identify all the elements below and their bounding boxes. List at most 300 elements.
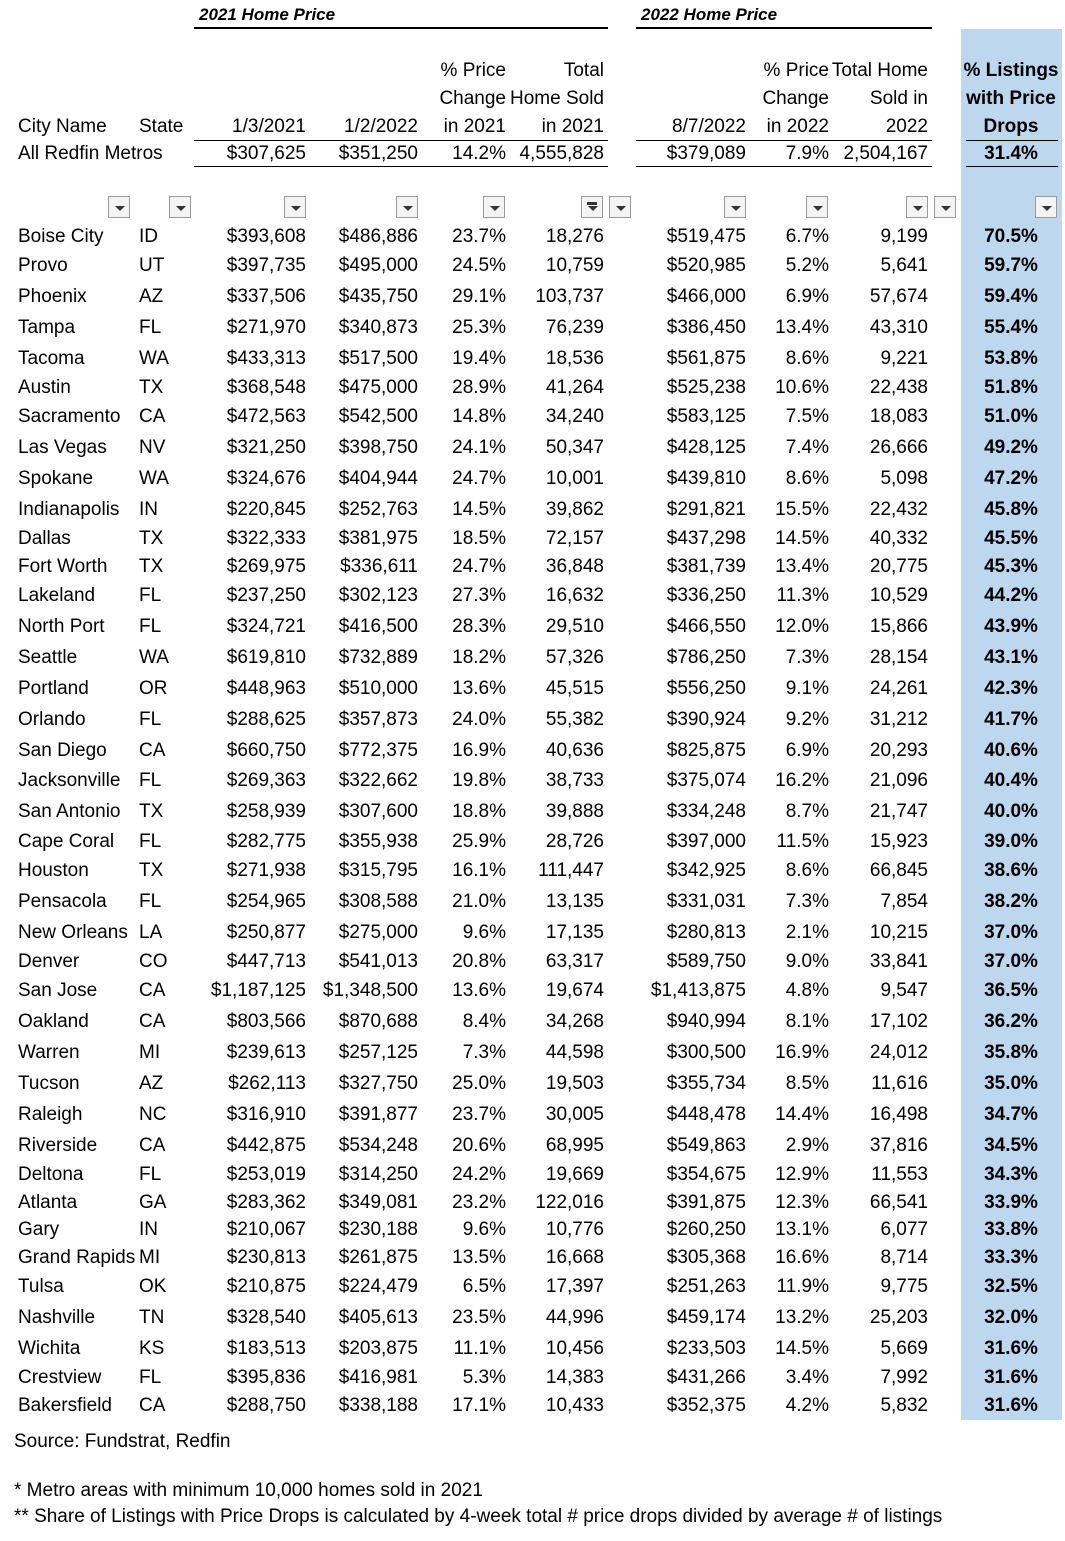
cell-sold22: 5,832 (880, 1395, 928, 1416)
cell-chg22: 10.6% (775, 377, 829, 398)
cell-d2: $517,500 (338, 348, 418, 369)
header-chg21: Change (439, 88, 506, 109)
group-header-2022: 2022 Home Price (641, 5, 778, 24)
cell-d2: $275,000 (338, 922, 418, 943)
summary-sold22: 2,504,167 (843, 143, 928, 164)
cell-sold21: 44,996 (545, 1307, 604, 1328)
cell-d2: $475,000 (338, 377, 418, 398)
cell-sold21: 14,383 (545, 1367, 604, 1388)
cell-city: Boise City (18, 226, 104, 247)
cell-d2: $261,875 (338, 1247, 418, 1268)
cell-chg22: 4.2% (785, 1395, 829, 1416)
cell-chg21: 14.8% (452, 406, 506, 427)
footnote-min-homes: * Metro areas with minimum 10,000 homes sold in 2021 (14, 1480, 483, 1501)
cell-city: Bakersfield (18, 1395, 112, 1416)
cell-d1: $472,563 (226, 406, 306, 427)
cell-d1: $288,625 (226, 709, 306, 730)
cell-city: Portland (18, 678, 89, 699)
cell-chg22: 12.3% (775, 1192, 829, 1213)
cell-chg21: 23.7% (452, 1104, 506, 1125)
cell-d3: $260,250 (666, 1219, 746, 1240)
cell-d3: $300,500 (666, 1042, 746, 1063)
cell-d3: $561,875 (666, 348, 746, 369)
cell-chg22: 2.9% (785, 1135, 829, 1156)
cell-d1: $397,735 (226, 255, 306, 276)
cell-chg22: 7.5% (785, 406, 829, 427)
header-underline-1 (636, 140, 932, 141)
cell-city: Crestview (18, 1367, 102, 1388)
cell-chg22: 4.8% (785, 980, 829, 1001)
cell-sold22: 20,775 (869, 556, 928, 577)
cell-d1: $183,513 (226, 1338, 306, 1359)
cell-sold21: 68,995 (545, 1135, 604, 1156)
cell-chg21: 20.8% (452, 951, 506, 972)
cell-d2: $435,750 (338, 286, 418, 307)
cell-d2: $870,688 (338, 1011, 418, 1032)
cell-d1: $619,810 (226, 647, 306, 668)
cell-d3: $291,821 (666, 499, 746, 520)
cell-city: Pensacola (18, 891, 107, 912)
cell-city: Tampa (18, 317, 76, 338)
cell-chg22: 16.2% (775, 770, 829, 791)
cell-chg21: 5.3% (462, 1367, 506, 1388)
cell-sold21: 34,268 (545, 1011, 604, 1032)
cell-sold22: 31,212 (869, 709, 928, 730)
cell-chg21: 25.0% (452, 1073, 506, 1094)
cell-drops: 31.6% (984, 1367, 1038, 1388)
cell-drops: 53.8% (984, 348, 1038, 369)
header-chg21: in 2021 (443, 116, 506, 137)
cell-city: Provo (18, 255, 68, 276)
cell-city: Atlanta (18, 1192, 78, 1213)
cell-sold21: 55,382 (545, 709, 604, 730)
cell-sold21: 36,848 (545, 556, 604, 577)
cell-d2: $486,886 (338, 226, 418, 247)
cell-d1: $271,970 (226, 317, 306, 338)
filter-drops-dropdown-icon[interactable] (1035, 196, 1057, 218)
summary-drops: 31.4% (984, 143, 1038, 164)
cell-drops: 31.6% (984, 1395, 1038, 1416)
cell-drops: 59.4% (984, 286, 1038, 307)
cell-chg22: 7.3% (785, 647, 829, 668)
cell-sold21: 10,759 (545, 255, 604, 276)
cell-sold21: 16,668 (545, 1247, 604, 1268)
header-d2: 1/2/2022 (344, 116, 418, 137)
cell-drops: 59.7% (984, 255, 1038, 276)
cell-city: Gary (18, 1219, 60, 1240)
cell-sold21: 18,276 (545, 226, 604, 247)
cell-d2: $224,479 (338, 1276, 418, 1297)
cell-d3: $233,503 (666, 1338, 746, 1359)
cell-d1: $253,019 (226, 1164, 306, 1185)
cell-city: Warren (18, 1042, 80, 1063)
cell-d2: $732,889 (338, 647, 418, 668)
filter-sold22-dropdown-icon[interactable] (934, 196, 956, 218)
cell-state: KS (139, 1338, 165, 1359)
cell-chg22: 14.5% (775, 528, 829, 549)
cell-chg21: 23.2% (452, 1192, 506, 1213)
cell-state: WA (139, 348, 169, 369)
cell-state: MI (139, 1042, 161, 1063)
cell-sold22: 24,261 (869, 678, 928, 699)
filter-sold21-active-dropdown-icon[interactable] (581, 196, 603, 218)
cell-state: TX (139, 528, 164, 549)
cell-drops: 34.5% (984, 1135, 1038, 1156)
cell-d1: $324,676 (226, 468, 306, 489)
header-d3: 8/7/2022 (672, 116, 746, 137)
cell-drops: 51.8% (984, 377, 1038, 398)
filter-sold22-sort-dropdown-icon[interactable] (906, 196, 928, 218)
cell-drops: 51.0% (984, 406, 1038, 427)
cell-sold21: 44,598 (545, 1042, 604, 1063)
cell-city: Phoenix (18, 286, 87, 307)
cell-chg22: 9.0% (785, 951, 829, 972)
cell-sold21: 39,862 (545, 499, 604, 520)
cell-drops: 33.3% (984, 1247, 1038, 1268)
cell-state: IN (139, 499, 158, 520)
cell-state: TX (139, 377, 164, 398)
cell-chg21: 18.8% (452, 801, 506, 822)
cell-state: FL (139, 709, 162, 730)
cell-sold22: 5,098 (880, 468, 928, 489)
cell-d1: $283,362 (226, 1192, 306, 1213)
cell-sold22: 11,553 (871, 1164, 928, 1185)
cell-d2: $357,873 (338, 709, 418, 730)
header-sold22: Sold in (869, 88, 928, 109)
cell-d1: $328,540 (226, 1307, 306, 1328)
cell-drops: 43.1% (984, 647, 1038, 668)
cell-d3: $589,750 (666, 951, 746, 972)
cell-city: Tulsa (18, 1276, 64, 1297)
cell-state: CA (139, 740, 166, 761)
cell-d1: $271,938 (226, 860, 306, 881)
cell-drops: 35.0% (984, 1073, 1038, 1094)
cell-sold22: 10,529 (869, 585, 928, 606)
summary-city: All Redfin Metros (18, 143, 163, 164)
cell-sold22: 37,816 (869, 1135, 928, 1156)
cell-drops: 37.0% (984, 951, 1038, 972)
cell-sold21: 10,001 (545, 468, 604, 489)
header-d1: 1/3/2021 (232, 116, 306, 137)
cell-city: Fort Worth (18, 556, 108, 577)
cell-city: Las Vegas (18, 437, 107, 458)
cell-state: TN (139, 1307, 165, 1328)
cell-city: Sacramento (18, 406, 121, 427)
cell-drops: 31.6% (984, 1338, 1038, 1359)
summary-d3: $379,089 (666, 143, 746, 164)
cell-d2: $510,000 (338, 678, 418, 699)
cell-city: San Diego (18, 740, 107, 761)
cell-drops: 55.4% (984, 317, 1038, 338)
cell-chg21: 11.1% (453, 1338, 506, 1359)
cell-drops: 32.5% (984, 1276, 1038, 1297)
cell-chg22: 16.6% (775, 1247, 829, 1268)
cell-d1: $660,750 (226, 740, 306, 761)
cell-d3: $428,125 (666, 437, 746, 458)
cell-d2: $257,125 (338, 1042, 418, 1063)
filter-d1-dropdown-icon[interactable] (284, 196, 306, 218)
cell-sold21: 30,005 (545, 1104, 604, 1125)
cell-d2: $495,000 (338, 255, 418, 276)
cell-d1: $288,750 (226, 1395, 306, 1416)
cell-d2: $302,123 (338, 585, 418, 606)
cell-sold22: 17,102 (869, 1011, 928, 1032)
cell-chg21: 25.3% (452, 317, 506, 338)
cell-sold21: 28,726 (545, 831, 604, 852)
cell-d2: $308,588 (338, 891, 418, 912)
cell-d1: $395,836 (226, 1367, 306, 1388)
cell-city: Deltona (18, 1164, 84, 1185)
cell-state: CA (139, 1395, 166, 1416)
cell-d3: $280,813 (666, 922, 746, 943)
cell-state: CA (139, 1011, 166, 1032)
cell-state: NV (139, 437, 166, 458)
cell-d1: $1,187,125 (210, 980, 306, 1001)
cell-city: North Port (18, 616, 105, 637)
cell-sold22: 5,669 (880, 1338, 928, 1359)
header-underline-0 (194, 140, 608, 141)
cell-d1: $282,775 (226, 831, 306, 852)
cell-d3: $334,248 (666, 801, 746, 822)
summary-d2: $351,250 (338, 143, 418, 164)
cell-sold21: 19,503 (545, 1073, 604, 1094)
cell-drops: 36.2% (984, 1011, 1038, 1032)
cell-d3: $549,863 (666, 1135, 746, 1156)
cell-sold21: 41,264 (545, 377, 604, 398)
cell-d3: $520,985 (666, 255, 746, 276)
summary-chg22: 7.9% (785, 143, 829, 164)
cell-sold22: 22,438 (869, 377, 928, 398)
cell-drops: 43.9% (984, 616, 1038, 637)
cell-sold22: 24,012 (869, 1042, 928, 1063)
header-city: City Name (18, 116, 107, 137)
cell-sold22: 6,077 (880, 1219, 928, 1240)
cell-chg22: 8.7% (785, 801, 829, 822)
cell-sold22: 5,641 (880, 255, 928, 276)
cell-d1: $210,875 (226, 1276, 306, 1297)
cell-d1: $316,910 (226, 1104, 306, 1125)
cell-d3: $519,475 (666, 226, 746, 247)
cell-city: Indianapolis (18, 499, 120, 520)
cell-d2: $336,611 (340, 556, 418, 577)
filter-sold21-dropdown-icon[interactable] (609, 196, 631, 218)
cell-sold22: 21,747 (869, 801, 928, 822)
header-drops: with Price (966, 88, 1056, 109)
cell-chg21: 23.5% (452, 1307, 506, 1328)
cell-sold21: 40,636 (545, 740, 604, 761)
header-chg22: Change (762, 88, 829, 109)
filter-city-dropdown-icon[interactable] (108, 196, 130, 218)
cell-sold21: 50,347 (545, 437, 604, 458)
cell-chg21: 13.5% (452, 1247, 506, 1268)
header-chg22: % Price (763, 60, 829, 81)
cell-state: FL (139, 1367, 162, 1388)
cell-chg21: 9.6% (462, 1219, 506, 1240)
cell-d2: $338,188 (338, 1395, 418, 1416)
cell-sold22: 28,154 (869, 647, 928, 668)
cell-d3: $336,250 (666, 585, 746, 606)
cell-chg21: 24.7% (452, 556, 506, 577)
cell-drops: 34.3% (984, 1164, 1038, 1185)
cell-d1: $324,721 (226, 616, 306, 637)
cell-d3: $354,675 (666, 1164, 746, 1185)
cell-d2: $404,944 (338, 468, 418, 489)
cell-chg22: 14.5% (775, 1338, 829, 1359)
cell-sold21: 10,433 (545, 1395, 604, 1416)
footnote-price-drops: ** Share of Listings with Price Drops is calculated by 4-week total # price drops divided by average # of listings (14, 1506, 943, 1527)
cell-chg21: 28.9% (452, 377, 506, 398)
cell-d1: $220,845 (226, 499, 306, 520)
cell-d2: $381,975 (338, 528, 418, 549)
cell-state: FL (139, 831, 162, 852)
cell-d3: $825,875 (666, 740, 746, 761)
cell-drops: 37.0% (984, 922, 1038, 943)
cell-chg21: 29.1% (452, 286, 506, 307)
cell-d2: $307,600 (338, 801, 418, 822)
cell-state: TX (139, 860, 164, 881)
cell-chg21: 25.9% (452, 831, 506, 852)
cell-chg21: 6.5% (462, 1276, 506, 1297)
cell-d3: $448,478 (666, 1104, 746, 1125)
cell-d3: $331,031 (666, 891, 746, 912)
cell-drops: 49.2% (984, 437, 1038, 458)
cell-d3: $459,174 (666, 1307, 746, 1328)
cell-sold22: 10,215 (869, 922, 928, 943)
cell-d3: $397,000 (666, 831, 746, 852)
cell-drops: 44.2% (984, 585, 1038, 606)
cell-chg21: 7.3% (462, 1042, 506, 1063)
cell-state: GA (139, 1192, 167, 1213)
cell-sold22: 9,199 (880, 226, 928, 247)
cell-sold22: 22,432 (869, 499, 928, 520)
cell-chg22: 8.1% (785, 1011, 829, 1032)
filter-state-dropdown-icon[interactable] (169, 196, 191, 218)
cell-sold22: 9,221 (880, 348, 928, 369)
cell-sold21: 19,669 (545, 1164, 604, 1185)
cell-chg21: 17.1% (452, 1395, 506, 1416)
cell-chg21: 16.9% (452, 740, 506, 761)
cell-d1: $803,566 (226, 1011, 306, 1032)
summary-underline-0 (194, 166, 608, 167)
cell-d1: $254,965 (226, 891, 306, 912)
cell-d3: $390,924 (666, 709, 746, 730)
cell-city: Spokane (18, 468, 94, 489)
group-underline-2022 (636, 27, 932, 29)
cell-state: OR (139, 678, 168, 699)
cell-d3: $251,263 (666, 1276, 746, 1297)
cell-d2: $416,500 (338, 616, 418, 637)
cell-chg21: 9.6% (462, 922, 506, 943)
cell-state: WA (139, 647, 169, 668)
cell-d3: $583,125 (666, 406, 746, 427)
cell-city: Wichita (18, 1338, 81, 1359)
filter-d3-dropdown-icon[interactable] (724, 196, 746, 218)
filter-chg21-dropdown-icon[interactable] (483, 196, 505, 218)
cell-state: LA (139, 922, 163, 943)
cell-d3: $466,000 (666, 286, 746, 307)
summary-d1: $307,625 (226, 143, 306, 164)
cell-d3: $352,375 (666, 1395, 746, 1416)
cell-chg22: 7.3% (785, 891, 829, 912)
cell-d2: $772,375 (338, 740, 418, 761)
header-sold22: Total Home (831, 60, 928, 81)
cell-sold22: 7,854 (880, 891, 928, 912)
cell-d1: $210,067 (226, 1219, 306, 1240)
header-sold22: 2022 (885, 116, 928, 137)
cell-d3: $786,250 (666, 647, 746, 668)
cell-d3: $556,250 (666, 678, 746, 699)
cell-drops: 38.6% (984, 860, 1038, 881)
cell-d3: $375,074 (666, 770, 746, 791)
header-sold21: Home Sold (510, 88, 604, 109)
cell-sold21: 57,326 (545, 647, 604, 668)
cell-d1: $368,548 (226, 377, 306, 398)
cell-drops: 45.5% (984, 528, 1038, 549)
summary-sold21: 4,555,828 (519, 143, 604, 164)
cell-d1: $322,333 (226, 528, 306, 549)
cell-sold22: 8,714 (880, 1247, 928, 1268)
cell-d2: $315,795 (338, 860, 418, 881)
header-chg22: in 2022 (766, 116, 829, 137)
cell-sold21: 111,447 (538, 860, 604, 881)
cell-sold22: 7,992 (880, 1367, 928, 1388)
cell-drops: 40.0% (984, 801, 1038, 822)
cell-drops: 41.7% (984, 709, 1038, 730)
cell-city: Raleigh (18, 1104, 83, 1125)
cell-city: Jacksonville (18, 770, 121, 791)
cell-d2: $314,250 (338, 1164, 418, 1185)
cell-sold22: 15,923 (869, 831, 928, 852)
cell-d1: $269,975 (226, 556, 306, 577)
cell-d2: $355,938 (338, 831, 418, 852)
filter-d2-dropdown-icon[interactable] (396, 196, 418, 218)
cell-drops: 35.8% (984, 1042, 1038, 1063)
cell-chg22: 8.6% (785, 860, 829, 881)
cell-sold22: 57,674 (869, 286, 928, 307)
cell-city: San Antonio (18, 801, 121, 822)
cell-chg22: 11.9% (776, 1276, 829, 1297)
cell-city: Austin (18, 377, 71, 398)
cell-sold21: 13,135 (545, 891, 604, 912)
cell-state: AZ (139, 1073, 164, 1094)
cell-d2: $340,873 (338, 317, 418, 338)
cell-sold21: 19,674 (545, 980, 604, 1001)
cell-d3: $940,994 (666, 1011, 746, 1032)
header-drops: % Listings (963, 60, 1059, 81)
cell-d1: $447,713 (226, 951, 306, 972)
cell-city: Nashville (18, 1307, 96, 1328)
cell-drops: 45.8% (984, 499, 1038, 520)
cell-chg21: 27.3% (452, 585, 506, 606)
cell-chg21: 28.3% (452, 616, 506, 637)
cell-chg22: 11.3% (776, 585, 829, 606)
cell-chg21: 13.6% (452, 980, 506, 1001)
cell-city: Cape Coral (18, 831, 115, 852)
cell-chg22: 9.2% (785, 709, 829, 730)
cell-d1: $269,363 (226, 770, 306, 791)
cell-state: FL (139, 317, 162, 338)
cell-d1: $239,613 (226, 1042, 306, 1063)
filter-chg22-dropdown-icon[interactable] (806, 196, 828, 218)
cell-d1: $250,877 (226, 922, 306, 943)
cell-state: NC (139, 1104, 167, 1125)
cell-d3: $386,450 (666, 317, 746, 338)
cell-chg22: 3.4% (785, 1367, 829, 1388)
cell-d1: $448,963 (226, 678, 306, 699)
cell-city: Tucson (18, 1073, 80, 1094)
cell-sold22: 33,841 (869, 951, 928, 972)
cell-d3: $342,925 (666, 860, 746, 881)
